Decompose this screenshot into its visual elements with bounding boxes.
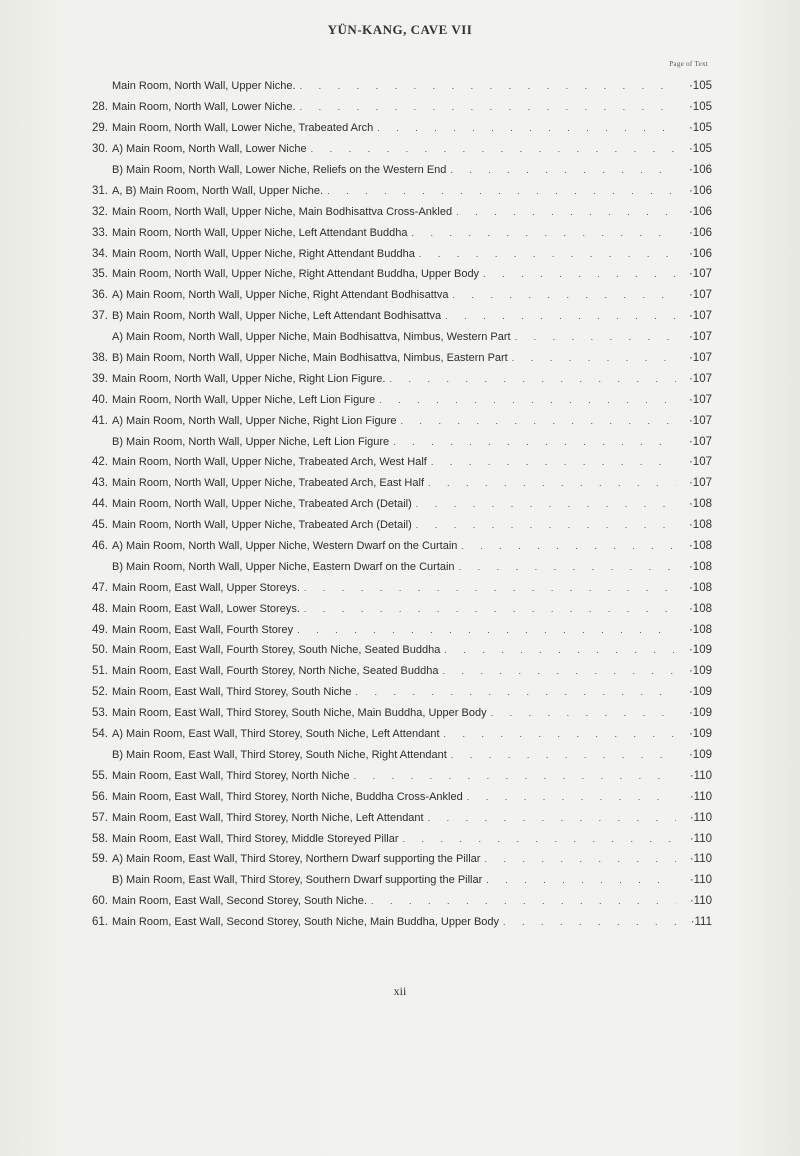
plate-caption-text: Main Room, East Wall, Second Storey, South Niche. <box>112 895 367 908</box>
page-reference: ·110 <box>689 853 712 866</box>
dot-leader <box>450 165 676 175</box>
dot-leader <box>354 771 676 781</box>
toc-entry <box>80 118 712 139</box>
plate-caption <box>112 853 676 865</box>
plate-caption <box>112 791 676 803</box>
plate-number: 48. <box>92 602 108 615</box>
dot-leader <box>484 854 676 864</box>
page-reference: ·105 <box>688 101 712 114</box>
toc-entry <box>80 661 712 682</box>
dot-leader <box>300 102 676 112</box>
plate-caption <box>112 749 676 761</box>
plate-caption-text: B) Main Room, North Wall, Upper Niche, Left Attendant Bodhisattva <box>112 310 442 323</box>
plate-number: 55. <box>92 769 108 782</box>
plate-caption-text: Main Room, East Wall, Third Storey, North Niche, Left Attendant <box>112 811 424 824</box>
plate-caption-text: B) Main Room, East Wall, Third Storey, Southern Dwarf supporting the Pillar <box>112 874 483 887</box>
plate-caption-text: Main Room, North Wall, Upper Niche, Trabeated Arch (Detail) <box>112 498 412 511</box>
plate-caption-text: Main Room, North Wall, Upper Niche, Trabeated Arch (Detail) <box>112 519 412 532</box>
page-reference: ·110 <box>689 895 712 908</box>
plate-caption-text: Main Room, East Wall, Third Storey, Middle Storeyed Pillar <box>112 832 399 845</box>
dot-leader <box>503 917 676 927</box>
dot-leader <box>327 186 676 196</box>
plate-caption-text: Main Room, North Wall, Upper Niche, Trabeated Arch, East Half <box>112 477 424 490</box>
dot-leader <box>393 437 676 447</box>
plate-caption-text: Main Room, North Wall, Upper Niche, Right Attendant Buddha, Upper Body <box>112 268 480 281</box>
plate-caption <box>112 415 676 427</box>
dot-leader <box>467 792 676 802</box>
plate-number: 37. <box>92 310 108 323</box>
plate-caption <box>112 456 676 468</box>
toc-entry <box>80 682 712 703</box>
dot-leader <box>428 478 676 488</box>
page-reference: ·107 <box>688 310 712 323</box>
toc-entry <box>80 222 712 243</box>
page-reference: ·107 <box>688 435 712 448</box>
dot-leader <box>389 374 676 384</box>
toc-entry <box>80 849 712 870</box>
dot-leader <box>416 499 676 509</box>
plate-number: 45. <box>92 519 108 532</box>
plate-caption <box>112 394 676 406</box>
page-reference: ·109 <box>688 665 712 678</box>
plate-caption <box>112 561 676 573</box>
dot-leader <box>445 311 676 321</box>
plate-caption-text: A) Main Room, North Wall, Upper Niche, Right Lion Figure <box>112 414 397 427</box>
plate-caption <box>112 164 676 176</box>
plate-number: 51. <box>92 665 108 678</box>
toc-entry <box>80 640 712 661</box>
list-of-plates <box>80 76 712 933</box>
dot-leader <box>452 290 676 300</box>
page-reference: ·108 <box>688 519 712 532</box>
plate-caption-text: Main Room, East Wall, Fourth Storey, North Niche, Seated Buddha <box>112 665 439 678</box>
page-reference: ·105 <box>688 122 712 135</box>
toc-entry <box>80 264 712 285</box>
running-head-title: YÜN-KANG, CAVE VII <box>327 22 473 37</box>
toc-entry <box>80 306 712 327</box>
dot-leader <box>442 666 676 676</box>
plate-number: 52. <box>92 686 108 699</box>
dot-leader <box>461 541 676 551</box>
plate-caption <box>112 770 676 782</box>
plate-caption <box>112 122 676 134</box>
dot-leader <box>355 687 676 697</box>
plate-caption <box>112 436 676 448</box>
dot-leader <box>416 520 676 530</box>
page-reference: ·110 <box>689 811 712 824</box>
plate-caption <box>112 812 676 824</box>
page-reference: ·109 <box>688 707 712 720</box>
dot-leader <box>486 875 676 885</box>
plate-caption <box>112 477 676 489</box>
plate-caption-text: Main Room, East Wall, Third Storey, North Niche <box>112 769 350 782</box>
plate-caption <box>112 644 676 656</box>
toc-entry <box>80 828 712 849</box>
plate-number: 36. <box>92 289 108 302</box>
page-reference: ·107 <box>688 268 712 281</box>
page-reference: ·110 <box>689 832 712 845</box>
plate-caption-text: Main Room, East Wall, Third Storey, North Niche, Buddha Cross-Ankled <box>112 790 463 803</box>
plate-number: 43. <box>92 477 108 490</box>
page-reference: ·108 <box>688 602 712 615</box>
toc-entry <box>80 201 712 222</box>
plate-caption <box>112 582 676 594</box>
plate-caption-text: B) Main Room, North Wall, Upper Niche, Eastern Dwarf on the Curtain <box>112 560 455 573</box>
dot-leader <box>379 395 676 405</box>
plate-caption <box>112 874 676 886</box>
toc-entry <box>80 786 712 807</box>
plate-caption-text: Main Room, East Wall, Second Storey, South Niche, Main Buddha, Upper Body <box>112 916 500 929</box>
dot-leader <box>451 750 676 760</box>
page-reference: ·106 <box>688 226 712 239</box>
page-reference: ·109 <box>688 644 712 657</box>
toc-entry <box>80 598 712 619</box>
plate-number: 54. <box>92 728 108 741</box>
plate-caption-text: A) Main Room, North Wall, Upper Niche, Western Dwarf on the Curtain <box>112 540 458 553</box>
page-reference: ·105 <box>688 80 712 93</box>
toc-entry <box>80 285 712 306</box>
plate-caption-text: B) Main Room, North Wall, Upper Niche, Main Bodhisattva, Nimbus, Eastern Part <box>112 352 508 365</box>
plate-number: 56. <box>92 790 108 803</box>
plate-caption-text: Main Room, North Wall, Upper Niche, Right Attendant Buddha <box>112 247 415 260</box>
plate-caption <box>112 185 676 197</box>
dot-leader <box>431 457 676 467</box>
plate-caption-text: Main Room, East Wall, Upper Storeys. <box>112 581 300 594</box>
page-reference: ·108 <box>688 623 712 636</box>
plate-caption-text: B) Main Room, North Wall, Lower Niche, Reliefs on the Western End <box>112 164 447 176</box>
plate-caption <box>112 833 676 845</box>
plate-caption <box>112 143 676 155</box>
plate-number: 41. <box>92 414 108 427</box>
page-reference: ·110 <box>689 790 712 803</box>
plate-number: 28. <box>92 101 108 114</box>
plate-number: 40. <box>92 393 108 406</box>
dot-leader <box>483 269 676 279</box>
page-reference: ·107 <box>688 477 712 490</box>
plate-caption-text: Main Room, North Wall, Upper Niche, Main Bodhisattva Cross-Ankled <box>112 205 453 218</box>
plate-number: 30. <box>92 143 108 156</box>
plate-number: 61. <box>92 916 108 929</box>
dot-leader <box>311 144 676 154</box>
plate-caption <box>112 519 676 531</box>
dot-leader <box>297 625 676 635</box>
plate-caption <box>112 540 676 552</box>
plate-caption-text: Main Room, North Wall, Upper Niche, Left Lion Figure <box>112 393 376 406</box>
toc-entry <box>80 577 712 598</box>
plate-caption-text: Main Room, North Wall, Upper Niche, Right Lion Figure. <box>112 372 386 385</box>
plate-caption <box>112 624 676 636</box>
plate-number: 38. <box>92 352 108 365</box>
dot-leader <box>512 353 676 363</box>
toc-entry <box>80 410 712 431</box>
plate-caption-text: A) Main Room, East Wall, Third Storey, South Niche, Left Attendant <box>112 728 440 741</box>
plate-caption-text: Main Room, East Wall, Fourth Storey, South Niche, Seated Buddha <box>112 644 441 657</box>
page-reference: ·108 <box>688 540 712 553</box>
dot-leader <box>444 729 676 739</box>
plate-caption <box>112 289 676 301</box>
plate-number: 29. <box>92 122 108 135</box>
page-reference: ·108 <box>688 581 712 594</box>
toc-entry <box>80 765 712 786</box>
plate-caption <box>112 268 676 280</box>
page-reference: ·107 <box>688 456 712 469</box>
toc-entry <box>80 327 712 348</box>
toc-entry <box>80 368 712 389</box>
dot-leader <box>491 708 676 718</box>
plate-number: 46. <box>92 540 108 553</box>
page-reference: ·111 <box>690 916 712 929</box>
plate-caption <box>112 227 676 239</box>
page-reference: ·107 <box>688 393 712 406</box>
dot-leader <box>456 207 676 217</box>
plate-number: 47. <box>92 581 108 594</box>
plate-caption-text: Main Room, North Wall, Upper Niche. <box>112 80 296 93</box>
plate-caption-text: Main Room, North Wall, Lower Niche, Trabeated Arch <box>112 122 374 135</box>
plate-caption <box>112 101 676 113</box>
page-folio: xii <box>393 984 407 998</box>
plate-caption <box>112 248 676 260</box>
dot-leader <box>377 123 676 133</box>
plate-caption <box>112 80 676 92</box>
toc-entry <box>80 139 712 160</box>
toc-entry <box>80 912 712 933</box>
plate-caption-text: A, B) Main Room, North Wall, Upper Niche. <box>112 184 324 197</box>
plate-caption <box>112 665 676 677</box>
page-reference: ·106 <box>688 164 712 176</box>
plate-caption <box>112 206 676 218</box>
plate-caption <box>112 895 676 907</box>
page-reference: ·110 <box>689 874 712 887</box>
plate-caption <box>112 310 676 322</box>
plate-number: 53. <box>92 707 108 720</box>
toc-entry <box>80 348 712 369</box>
dot-leader <box>304 604 676 614</box>
dot-leader <box>459 562 676 572</box>
plate-number: 42. <box>92 456 108 469</box>
plate-number: 39. <box>92 372 108 385</box>
plate-number: 35. <box>92 268 108 281</box>
plate-caption-text: Main Room, East Wall, Lower Storeys. <box>112 602 300 615</box>
toc-entry <box>80 870 712 891</box>
plate-caption-text: Main Room, East Wall, Third Storey, South Niche, Main Buddha, Upper Body <box>112 707 487 720</box>
toc-entry <box>80 160 712 181</box>
dot-leader <box>304 583 676 593</box>
dot-leader <box>300 81 676 91</box>
page-reference: ·107 <box>688 414 712 427</box>
toc-entry <box>80 807 712 828</box>
page-reference: ·105 <box>688 143 712 156</box>
plate-caption <box>112 352 676 364</box>
plate-caption <box>112 373 676 385</box>
dot-leader <box>428 813 676 823</box>
page-reference: ·108 <box>688 498 712 511</box>
dot-leader <box>371 896 676 906</box>
plate-number: 44. <box>92 498 108 511</box>
toc-entry <box>80 619 712 640</box>
page-reference: ·109 <box>688 686 712 699</box>
toc-entry <box>80 703 712 724</box>
page-reference: ·107 <box>688 331 712 344</box>
dot-leader <box>444 645 676 655</box>
page-reference: ·107 <box>688 289 712 302</box>
toc-entry <box>80 243 712 264</box>
plate-caption <box>112 707 676 719</box>
plate-number: 59. <box>92 853 108 866</box>
page-reference: ·109 <box>688 748 712 761</box>
plate-number: 50. <box>92 644 108 657</box>
dot-leader <box>412 228 676 238</box>
toc-entry <box>80 556 712 577</box>
plate-caption <box>112 331 676 343</box>
plate-caption-text: Main Room, North Wall, Upper Niche, Trabeated Arch, West Half <box>112 456 427 469</box>
toc-entry <box>80 431 712 452</box>
dot-leader <box>400 416 676 426</box>
plate-caption-text: A) Main Room, North Wall, Upper Niche, Right Attendant Bodhisattva <box>112 289 449 302</box>
toc-entry <box>80 389 712 410</box>
toc-entry <box>80 724 712 745</box>
toc-entry <box>80 452 712 473</box>
dot-leader <box>403 834 676 844</box>
plate-number: 33. <box>92 226 108 239</box>
plate-number: 60. <box>92 895 108 908</box>
page-reference: ·109 <box>688 728 712 741</box>
plate-caption <box>112 498 676 510</box>
page-reference: ·107 <box>688 372 712 385</box>
plate-caption-text: B) Main Room, East Wall, Third Storey, South Niche, Right Attendant <box>112 748 447 761</box>
page-reference: ·110 <box>689 769 712 782</box>
dot-leader <box>419 249 676 259</box>
toc-entry <box>80 536 712 557</box>
plate-caption-text: A) Main Room, East Wall, Third Storey, Northern Dwarf supporting the Pillar <box>112 853 481 866</box>
dot-leader <box>515 332 676 342</box>
page-reference: ·108 <box>688 560 712 573</box>
toc-entry <box>80 494 712 515</box>
plate-caption-text: Main Room, North Wall, Upper Niche, Left Attendant Buddha <box>112 226 408 239</box>
plate-number: 57. <box>92 811 108 824</box>
plate-number: 49. <box>92 623 108 636</box>
plate-caption <box>112 603 676 615</box>
toc-entry <box>80 76 712 97</box>
toc-entry <box>80 515 712 536</box>
plate-number: 58. <box>92 832 108 845</box>
page-reference: ·107 <box>688 352 712 365</box>
plate-caption <box>112 916 676 928</box>
page-reference: ·106 <box>688 205 712 218</box>
page-reference: ·106 <box>688 184 712 197</box>
plate-caption-text: Main Room, East Wall, Fourth Storey <box>112 623 294 636</box>
toc-entry <box>80 745 712 766</box>
plate-caption-text: B) Main Room, North Wall, Upper Niche, Left Lion Figure <box>112 435 390 448</box>
plate-caption <box>112 686 676 698</box>
plate-caption <box>112 728 676 740</box>
plate-number: 34. <box>92 247 108 260</box>
plate-number: 32. <box>92 205 108 218</box>
page-of-text-column-label: Page of Text <box>669 60 708 68</box>
plate-caption-text: Main Room, North Wall, Lower Niche. <box>112 101 296 114</box>
toc-entry <box>80 97 712 118</box>
toc-entry <box>80 180 712 201</box>
page-reference: ·106 <box>688 247 712 260</box>
plate-caption-text: A) Main Room, North Wall, Upper Niche, Main Bodhisattva, Nimbus, Western Part <box>112 331 511 344</box>
toc-entry <box>80 891 712 912</box>
plate-number: 31. <box>92 184 108 197</box>
toc-entry <box>80 473 712 494</box>
plate-caption-text: A) Main Room, North Wall, Lower Niche <box>112 143 307 156</box>
plate-caption-text: Main Room, East Wall, Third Storey, South Niche <box>112 686 352 699</box>
